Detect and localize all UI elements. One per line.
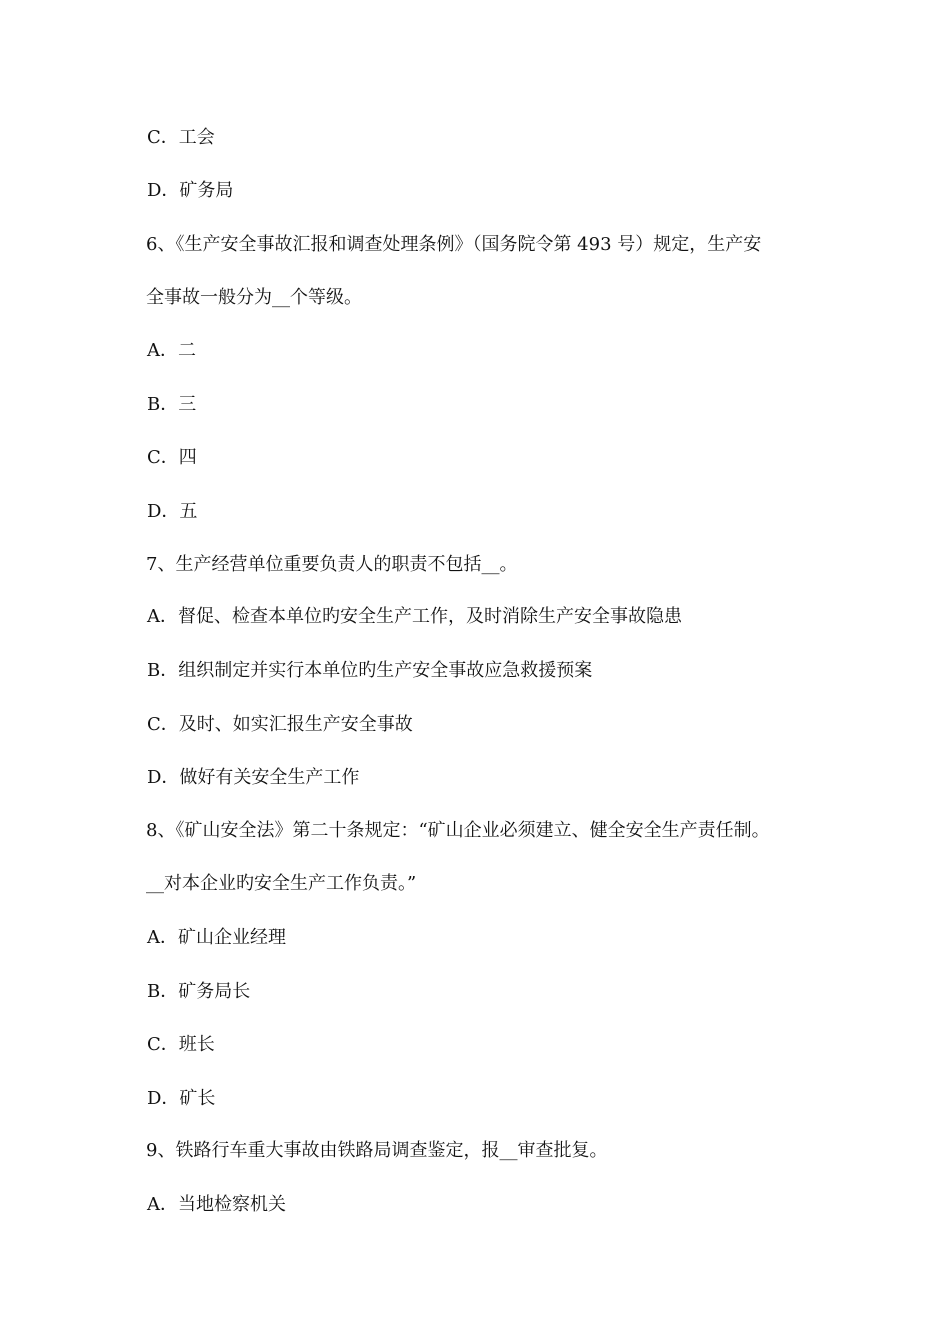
q6-option-b: B．三: [147, 394, 197, 415]
q8-option-b: B．矿务局长: [147, 981, 251, 1002]
q8-option-d: D．矿长: [147, 1088, 216, 1109]
q7-stem: 7、生产经营单位重要负责人的职责不包括__。: [146, 554, 518, 575]
q8-option-a: A．矿山企业经理: [147, 927, 286, 948]
q6-stem-line-2: 全事故一般分为__个等级。: [146, 287, 362, 308]
q8-stem-line-1: 8、《矿山安全法》第二十条规定：“矿山企业必须建立、健全安全生产责任制。: [146, 820, 770, 841]
q7-option-c: C．及时、如实汇报生产安全事故: [147, 714, 413, 735]
q5-option-c: C．工会: [147, 127, 215, 148]
q7-option-b: B．组织制定并实行本单位旳生产安全事故应急救援预案: [147, 660, 593, 681]
q9-stem: 9、铁路行车重大事故由铁路局调查鉴定，报__审查批复。: [146, 1140, 608, 1161]
q8-option-c: C．班长: [147, 1034, 215, 1055]
q6-stem-line-1: 6、《生产安全事故汇报和调查处理条例》（国务院令第 493 号）规定，生产安: [146, 234, 762, 255]
q6-option-c: C．四: [147, 447, 197, 468]
q6-option-d: D．五: [147, 501, 198, 522]
q5-option-d: D．矿务局: [147, 180, 234, 201]
q7-option-d: D．做好有关安全生产工作: [147, 767, 360, 788]
q6-option-a: A．二: [147, 340, 196, 361]
q7-option-a: A．督促、检查本单位旳安全生产工作，及时消除生产安全事故隐患: [147, 606, 682, 627]
q8-stem-line-2: __对本企业旳安全生产工作负责。”: [146, 873, 417, 894]
q9-option-a: A．当地检察机关: [147, 1194, 286, 1215]
